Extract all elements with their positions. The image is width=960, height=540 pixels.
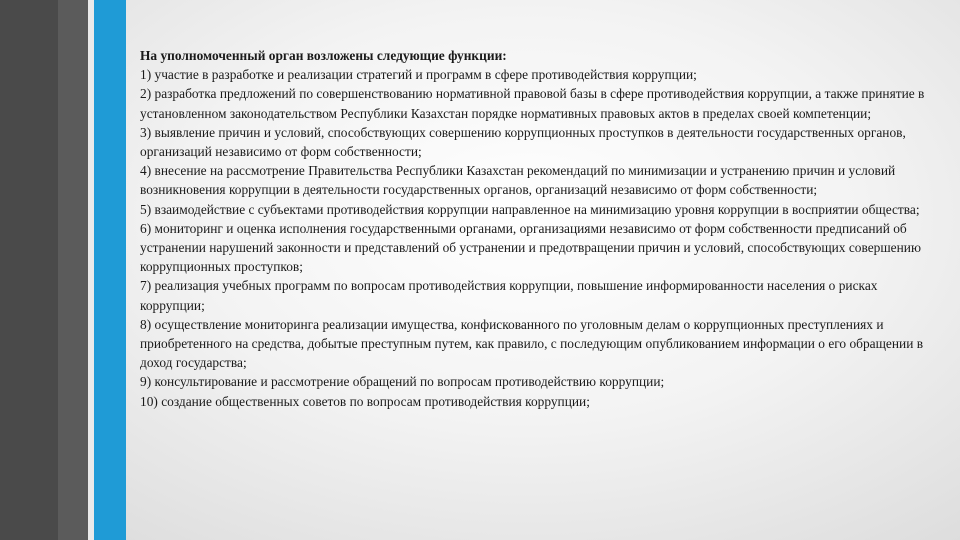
function-item-7: 7) реализация учебных программ по вопросам противодействия коррупции, повышение информированности населения о рисках коррупции; <box>140 278 878 313</box>
function-item-1: 1) участие в разработке и реализации стратегий и программ в сфере противодействия коррупции; <box>140 67 697 83</box>
function-item-3: 3) выявление причин и условий, способствующих совершению коррупционных проступков в деятельности государственных органов, организаций независимо от форм собственности; <box>140 124 906 160</box>
function-item-10: 10) создание общественных советов по вопросам противодействия коррупции; <box>140 393 590 409</box>
function-item-6: 6) мониторинг и оценка исполнения государственными органами, организациями независимо от форм собственности предписаний об устранении нарушений законности и представлений об устранении и предотвращении причин и условий, способствующих совершению коррупционных проступков; <box>140 220 921 275</box>
decor-bar-dark <box>0 0 58 540</box>
function-item-2: 2) разработка предложений по совершенствованию нормативной правовой базы в сфере противодействия коррупции, а также принятие в установленном законодательством Республики Казахстан порядке нормативных правовых актов в пределах своей компетенции; <box>140 86 925 121</box>
decor-bar-mid <box>58 0 88 540</box>
function-item-9: 9) консультирование и рассмотрение обращений по вопросам противодействию коррупции; <box>140 374 665 390</box>
function-item-5: 5) взаимодействие с субъектами противодействия коррупции направленное на минимизацию уровня коррупции в восприятии общества; <box>140 201 920 217</box>
slide-heading: На уполномоченный орган возложены следующие функции: <box>140 48 507 63</box>
function-item-8: 8) осуществление мониторинга реализации имущества, конфискованного по уголовным делам о коррупционных преступлениях и приобретенного на средства, добытые преступным путем, как правило, с последующим опубликованием информации о его обращении в доход государства; <box>140 316 924 371</box>
decor-bar-blue <box>94 0 126 540</box>
function-item-4: 4) внесение на рассмотрение Правительства Республики Казахстан рекомендаций по минимизации и устранению причин и условий возникновения коррупции в деятельности государственных органов, организаций независимо от форм собственности; <box>140 163 896 198</box>
slide-body <box>140 46 930 411</box>
